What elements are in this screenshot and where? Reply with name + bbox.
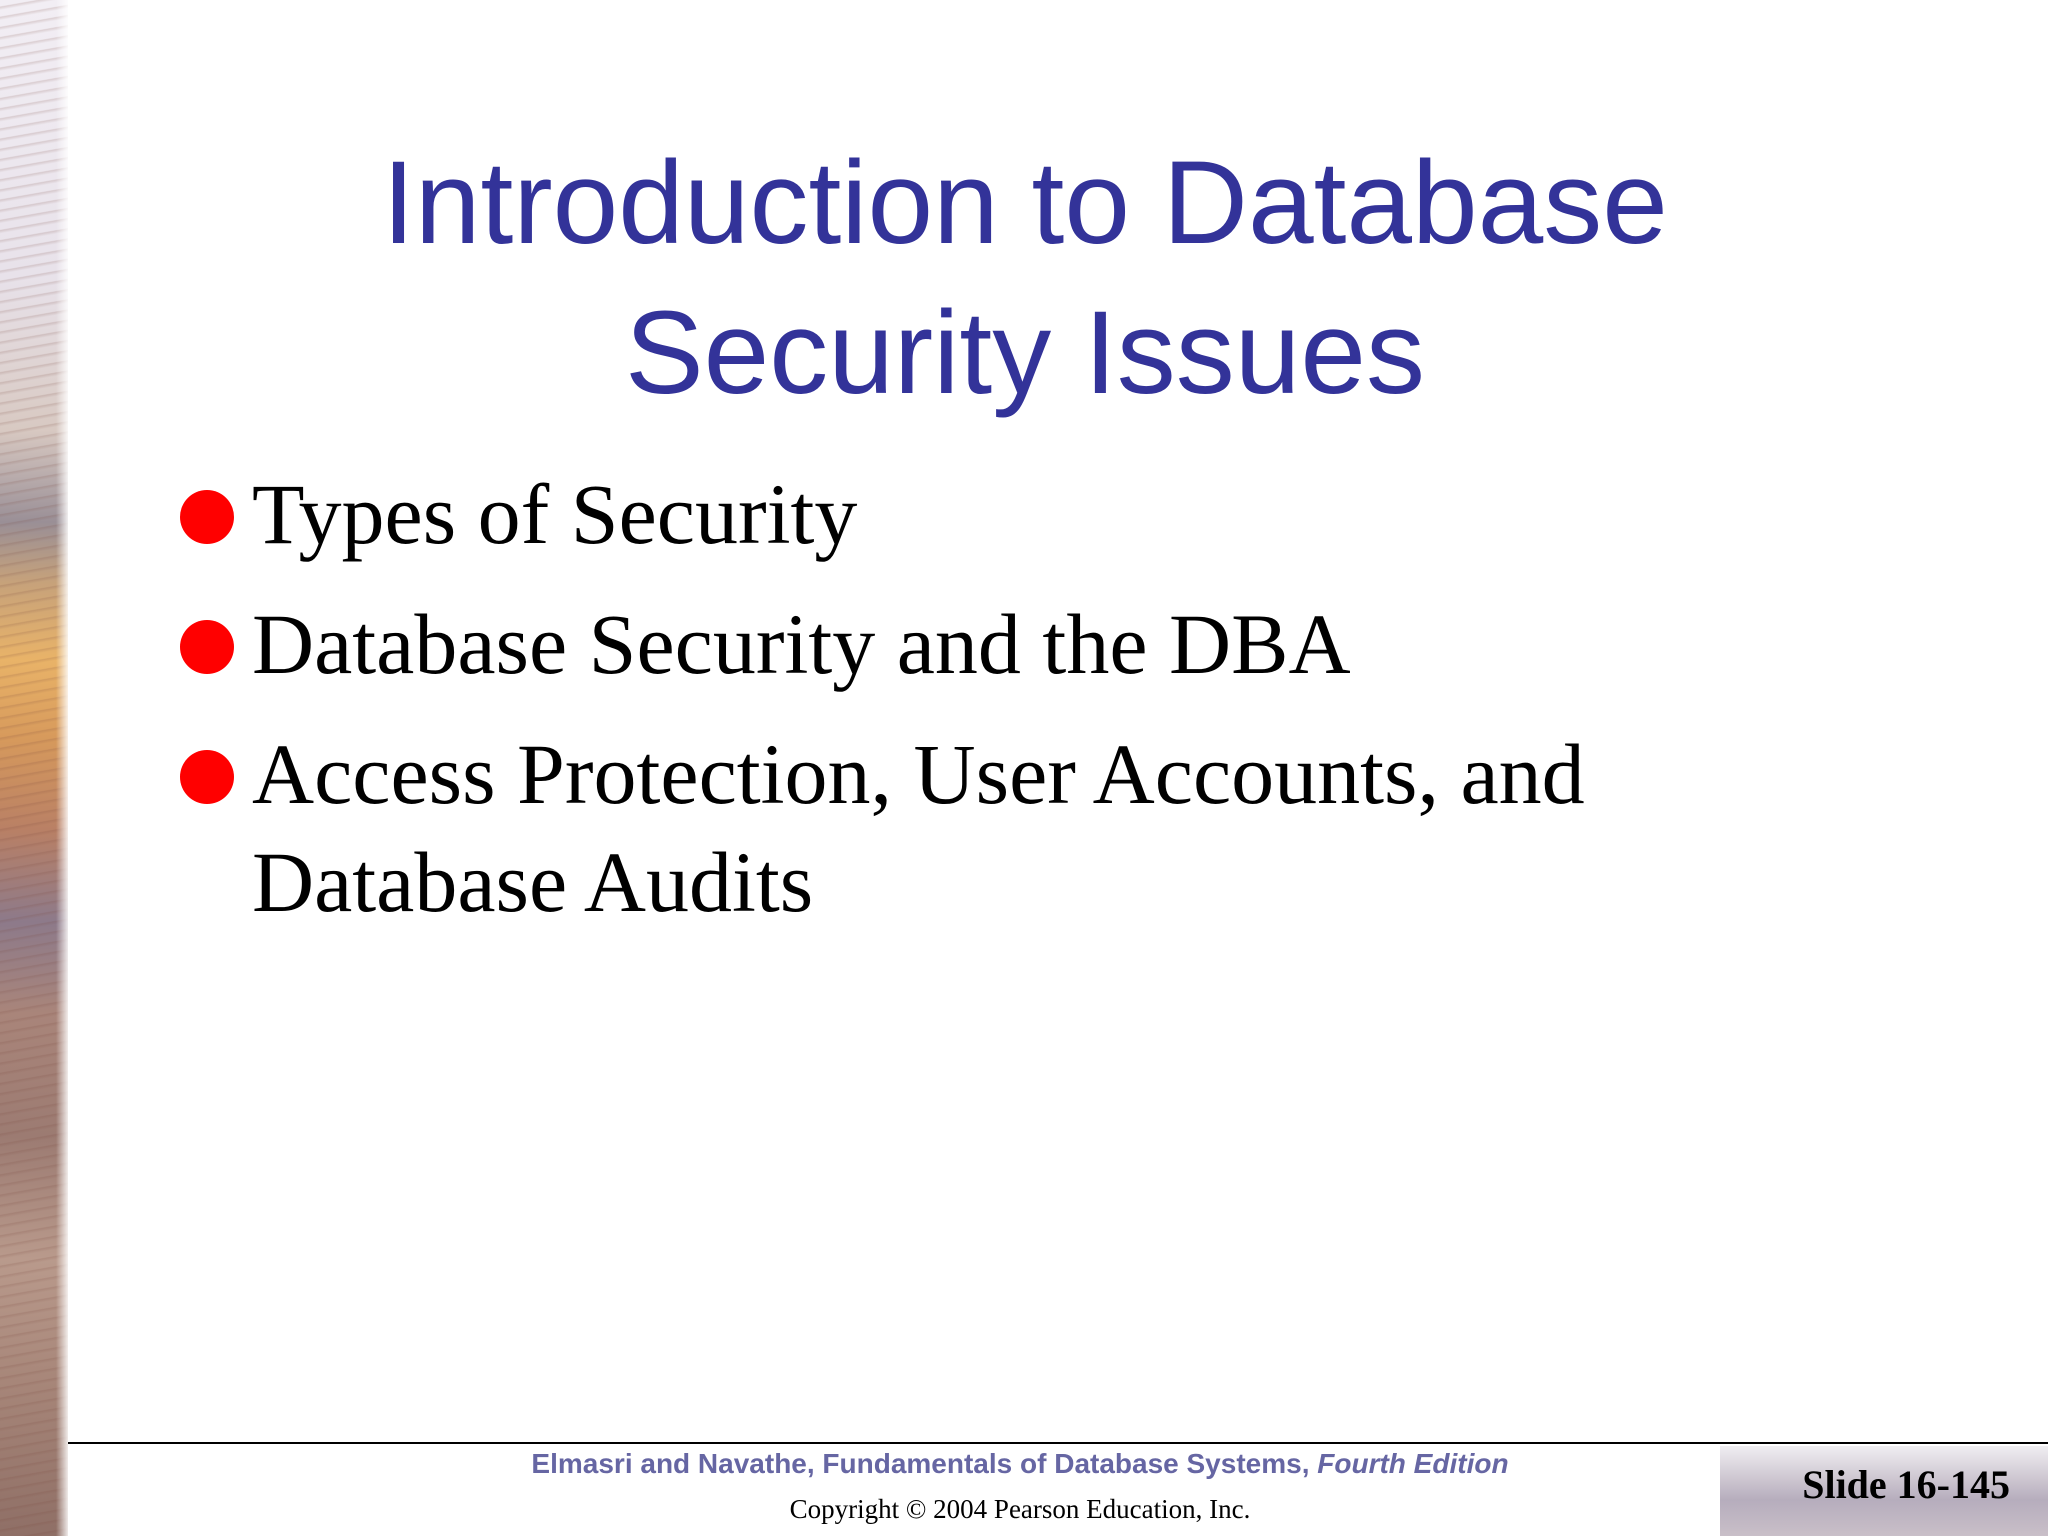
- slide-title: [130, 128, 1920, 428]
- footer-book-edition: Fourth Edition: [1317, 1448, 1509, 1479]
- title-line-2: Security Issues: [624, 287, 1426, 419]
- footer-book-citation: [370, 1446, 1670, 1482]
- bullet-text: Database Security and the DBA: [252, 596, 1351, 692]
- slide-number: Slide 16-145: [1802, 1462, 2010, 1507]
- bullet-dot-icon: [180, 750, 234, 804]
- footer-divider: [68, 1442, 2048, 1444]
- bullet-item-types-of-security: [176, 460, 1896, 568]
- bullet-dot-icon: [180, 620, 234, 674]
- decorative-side-strip: [0, 0, 68, 1536]
- bullet-item-access-protection: [176, 720, 1896, 936]
- footer-copyright: Copyright © 2004 Pearson Education, Inc.: [789, 1494, 1251, 1524]
- bullet-dot-icon: [180, 490, 234, 544]
- bullet-list: [176, 460, 1896, 958]
- bullet-text: Access Protection, User Accounts, and Database Audits: [252, 726, 1585, 930]
- footer-book-title: Elmasri and Navathe, Fundamentals of Database Systems,: [531, 1448, 1318, 1479]
- bullet-text: Types of Security: [252, 466, 858, 562]
- title-line-1: Introduction to Database: [382, 137, 1668, 269]
- bullet-item-database-security-dba: [176, 590, 1896, 698]
